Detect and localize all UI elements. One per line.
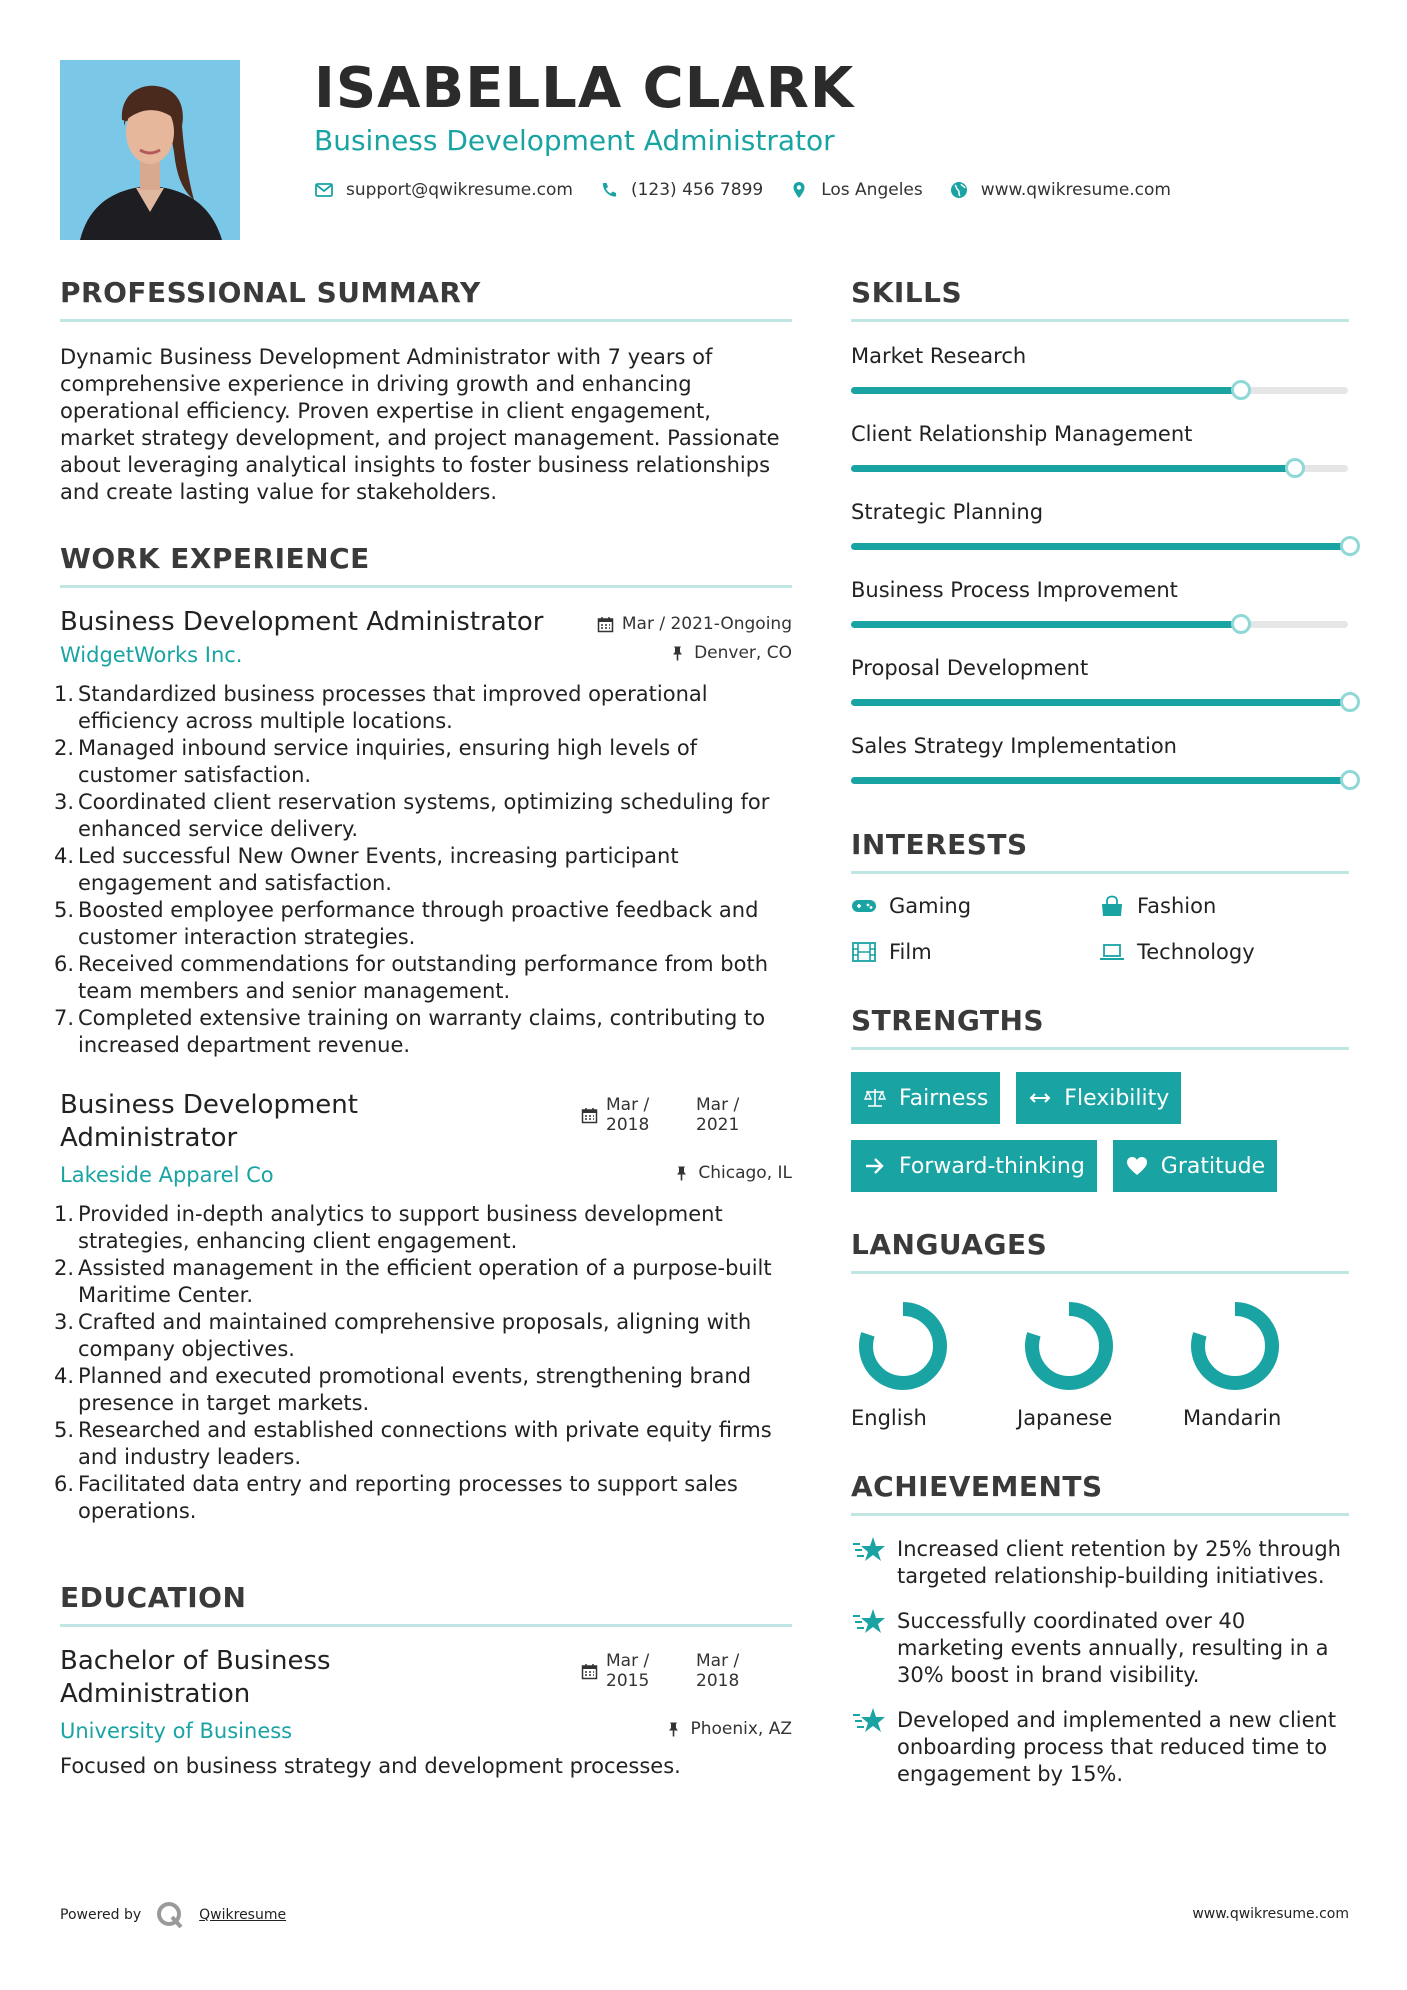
- skills-list: [851, 344, 1349, 792]
- arrows-horizontal-icon: [1028, 1087, 1052, 1109]
- skill-bar-fill: [851, 621, 1239, 628]
- job-location: [673, 1163, 792, 1183]
- language-item: [1017, 1300, 1183, 1430]
- date-range: [606, 1095, 756, 1135]
- job-location-text: Denver, CO: [694, 643, 792, 663]
- end-date: Mar / 2018: [696, 1651, 740, 1691]
- interest-item: Film: [851, 936, 1099, 968]
- envelope-icon: [314, 180, 334, 200]
- job-entry: [54, 606, 792, 1059]
- skill-bar: [851, 621, 1348, 628]
- school-name: University of Business: [60, 1719, 293, 1743]
- shopping-bag-icon: [1099, 895, 1125, 917]
- achievement-item: Successfully coordinated over 40 marketing events annually, resulting in a 30% boost in brand visibility.: [851, 1608, 1349, 1689]
- skill-bar-knob: [1340, 770, 1360, 790]
- contact-email[interactable]: [314, 180, 573, 200]
- start-date: Mar / 2015: [606, 1651, 650, 1691]
- achievement-item: Increased client retention by 25% through targeted relationship-building initiatives.: [851, 1536, 1349, 1590]
- star-icon: [851, 1705, 887, 1737]
- skill-bar-fill: [851, 387, 1239, 394]
- skill-name: Client Relationship Management: [851, 422, 1193, 446]
- language-ring: [1189, 1300, 1281, 1392]
- education-location: [665, 1719, 792, 1739]
- calendar-icon: [581, 1663, 598, 1680]
- contact-location-text: Los Angeles: [821, 180, 923, 200]
- skill-item: [851, 578, 1349, 636]
- end-date: Mar / 2021: [696, 1095, 740, 1135]
- language-ring-arc: [866, 1309, 940, 1383]
- education-location-text: Phoenix, AZ: [690, 1719, 792, 1739]
- skill-item: [851, 500, 1349, 558]
- job-subheader: [60, 643, 792, 667]
- education-entry: [60, 1645, 792, 1780]
- skill-bar-knob: [1340, 536, 1360, 556]
- skill-bar: [851, 777, 1348, 784]
- list-item: 6. Received commendations for outstanding performance from both team members and senior management.: [54, 952, 769, 1003]
- skill-name: Market Research: [851, 344, 1027, 368]
- left-column: [54, 276, 792, 1780]
- job-dates-text: Mar / 2021-Ongoing: [621, 614, 792, 634]
- strength-chip: Gratitude: [1113, 1140, 1277, 1192]
- languages-heading: LANGUAGES: [851, 1228, 1349, 1274]
- skill-bar-fill: [851, 465, 1293, 472]
- job-dates: [581, 1095, 756, 1135]
- list-item: 4. Led successful New Owner Events, increasing participant engagement and satisfaction.: [54, 844, 679, 895]
- start-date: Mar / 2018: [606, 1095, 650, 1135]
- candidate-title: Business Development Administrator: [314, 124, 835, 157]
- skill-item: [851, 422, 1349, 480]
- skill-item: [851, 734, 1349, 792]
- list-item: 3. Coordinated client reservation systems, optimizing scheduling for enhanced service delivery.: [54, 790, 770, 841]
- interests-list: [851, 890, 1349, 968]
- film-icon: [851, 941, 877, 963]
- job-header: [60, 606, 792, 639]
- language-name: Japanese: [1017, 1406, 1113, 1430]
- contact-phone[interactable]: [599, 180, 763, 200]
- achievements-heading: ACHIEVEMENTS: [851, 1470, 1349, 1516]
- job-dates: [597, 614, 792, 634]
- job-location: [669, 643, 792, 663]
- job-title: Business Development Administrator: [60, 607, 544, 637]
- education-dates: [581, 1651, 756, 1691]
- education-description: Focused on business strategy and development processes.: [60, 1754, 681, 1778]
- calendar-icon: [581, 1107, 598, 1124]
- pushpin-icon: [673, 1165, 690, 1182]
- footer-powered-by: [60, 1900, 286, 1930]
- list-item: 1. Standardized business processes that improved operational efficiency across multiple locations.: [54, 682, 708, 733]
- star-icon: [851, 1534, 887, 1566]
- list-item: 3. Crafted and maintained comprehensive proposals, aligning with company objectives.: [54, 1310, 752, 1361]
- strengths-list: [851, 1072, 1349, 1192]
- heart-icon: [1125, 1155, 1149, 1177]
- list-item: 7. Completed extensive training on warranty claims, contributing to increased department revenue.: [54, 1006, 766, 1057]
- phone-icon: [599, 180, 619, 200]
- job-subheader: [60, 1163, 792, 1187]
- pushpin-icon: [669, 645, 686, 662]
- contact-bar: [314, 180, 1197, 200]
- job-header: [60, 1089, 792, 1155]
- job-bullets: [54, 1201, 792, 1525]
- list-item: 6. Facilitated data entry and reporting processes to support sales operations.: [54, 1472, 738, 1523]
- skill-bar: [851, 387, 1348, 394]
- degree-title: Bachelor of Business Administration: [60, 1646, 331, 1709]
- brand-link[interactable]: Qwikresume: [199, 1907, 287, 1923]
- contact-website-text: www.qwikresume.com: [980, 180, 1171, 200]
- skill-bar-fill: [851, 543, 1348, 550]
- skill-name: Strategic Planning: [851, 500, 1044, 524]
- skill-bar-fill: [851, 777, 1348, 784]
- arrow-right-icon: [863, 1155, 887, 1177]
- candidate-name: ISABELLA CLARK: [314, 56, 855, 121]
- language-name: Mandarin: [1183, 1406, 1282, 1430]
- language-item: [1183, 1300, 1349, 1430]
- skill-bar-knob: [1340, 692, 1360, 712]
- strength-chip: Forward-thinking: [851, 1140, 1097, 1192]
- language-ring-arc: [1198, 1309, 1272, 1383]
- list-item: 5. Researched and established connections with private equity firms and industry leaders.: [54, 1418, 772, 1469]
- skill-bar: [851, 543, 1348, 550]
- list-item: 2. Assisted management in the efficient operation of a purpose-built Maritime Center.: [54, 1256, 772, 1307]
- skills-heading: SKILLS: [851, 276, 1349, 322]
- list-item: 1. Provided in-depth analytics to support business development strategies, enhancing client engagement.: [54, 1202, 723, 1253]
- job-location-text: Chicago, IL: [698, 1163, 792, 1183]
- strength-chip: Fairness: [851, 1072, 1000, 1124]
- skill-bar: [851, 699, 1348, 706]
- scale-icon: [863, 1087, 887, 1109]
- strengths-heading: STRENGTHS: [851, 1004, 1349, 1050]
- skill-item: [851, 656, 1349, 714]
- languages-list: [851, 1300, 1349, 1430]
- education-heading: EDUCATION: [60, 1581, 792, 1627]
- language-ring: [1023, 1300, 1115, 1392]
- job-title: Business Development Administrator: [60, 1090, 358, 1153]
- company-name: Lakeside Apparel Co: [60, 1163, 274, 1187]
- star-icon: [851, 1606, 887, 1638]
- calendar-icon: [597, 616, 614, 633]
- language-item: [851, 1300, 1017, 1430]
- skill-bar-knob: [1285, 458, 1305, 478]
- skill-item: [851, 344, 1349, 402]
- gamepad-icon: [851, 895, 877, 917]
- list-item: 4. Planned and executed promotional events, strengthening brand presence in target markets.: [54, 1364, 752, 1415]
- strength-chip: Flexibility: [1016, 1072, 1181, 1124]
- language-ring: [857, 1300, 949, 1392]
- contact-phone-text: (123) 456 7899: [630, 180, 764, 200]
- language-name: English: [851, 1406, 927, 1430]
- footer-website[interactable]: www.qwikresume.com: [1192, 1906, 1349, 1922]
- profile-photo-illustration: [60, 60, 240, 240]
- list-item: 2. Managed inbound service inquiries, ensuring high levels of customer satisfaction.: [54, 736, 698, 787]
- contact-email-text: support@qwikresume.com: [346, 180, 573, 200]
- skill-bar: [851, 465, 1348, 472]
- globe-icon: [949, 180, 969, 200]
- education-header: [60, 1645, 792, 1711]
- company-name: WidgetWorks Inc.: [60, 643, 243, 667]
- pushpin-icon: [665, 1721, 682, 1738]
- skill-name: Proposal Development: [851, 656, 1089, 680]
- skill-bar-knob: [1231, 380, 1251, 400]
- interests-heading: INTERESTS: [851, 828, 1349, 874]
- skill-bar-fill: [851, 699, 1348, 706]
- education-subheader: [60, 1719, 792, 1743]
- skill-bar-knob: [1231, 614, 1251, 634]
- job-bullets: [54, 681, 792, 1059]
- summary-text: Dynamic Business Development Administrator with 7 years of comprehensive experience in driving growth and enhancing operational efficiency. Proven expertise in client engagement, market strategy development, and project management. Passionate about leveraging analytical insights to foster business relationships and create lasting value for stakeholders.: [60, 345, 780, 504]
- achievement-item: Developed and implemented a new client onboarding process that reduced time to engagement by 15%.: [851, 1707, 1349, 1788]
- interest-item: Fashion: [1099, 890, 1347, 922]
- date-range: [606, 1651, 756, 1691]
- interest-item: Gaming: [851, 890, 1099, 922]
- qwikresume-logo-icon: [155, 1900, 185, 1930]
- map-pin-icon: [789, 180, 809, 200]
- skill-name: Sales Strategy Implementation: [851, 734, 1177, 758]
- laptop-icon: [1099, 941, 1125, 963]
- language-ring-arc: [1032, 1309, 1106, 1383]
- summary-heading: PROFESSIONAL SUMMARY: [60, 276, 792, 322]
- contact-location: [789, 180, 923, 200]
- job-entry: [54, 1089, 792, 1525]
- skill-name: Business Process Improvement: [851, 578, 1178, 602]
- powered-by-text: Powered by: [60, 1907, 142, 1923]
- achievements-list: [851, 1536, 1349, 1788]
- work-heading: WORK EXPERIENCE: [60, 542, 792, 588]
- contact-website[interactable]: [949, 180, 1171, 200]
- profile-photo: [60, 60, 240, 240]
- right-column: [851, 276, 1349, 1788]
- interest-item: Technology: [1099, 936, 1347, 968]
- list-item: 5. Boosted employee performance through proactive feedback and customer interaction strategies.: [54, 898, 759, 949]
